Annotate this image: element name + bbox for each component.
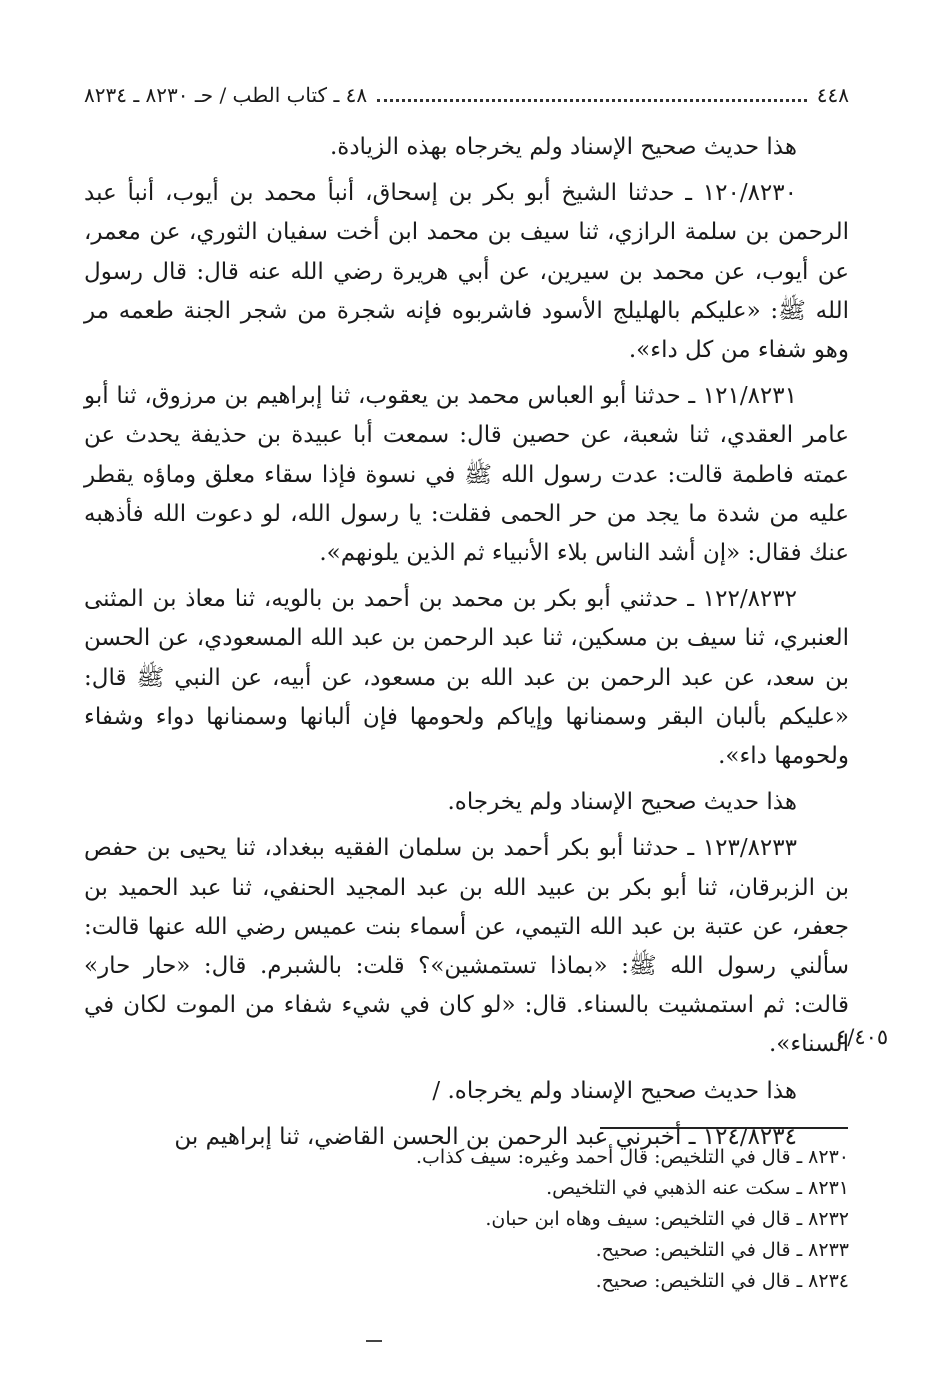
page-bottom-mark (366, 1340, 382, 1342)
running-header (84, 78, 849, 112)
running-title: ٤٨ ـ كتاب الطب / حـ ٨٢٣٠ ـ ٨٢٣٤ (84, 83, 368, 107)
footnote-8232: ٨٢٣٢ ـ قال في التلخيص: سيف وهاه ابن حبان. (485, 1208, 849, 1230)
paragraph-grading-3: هذا حديث صحيح الإسناد ولم يخرجاه. / (432, 1077, 797, 1104)
footnote-8233: ٨٢٣٣ ـ قال في التلخيص: صحيح. (595, 1239, 849, 1261)
footnote-separator (600, 1127, 848, 1129)
paragraph-grading-2: هذا حديث صحيح الإسناد ولم يخرجاه. (447, 789, 797, 816)
header-dot-leader (377, 97, 807, 102)
paragraph-grading-1: هذا حديث صحيح الإسناد ولم يخرجاه بهذه الزيادة. (329, 134, 797, 160)
hadith-8232: ١٢٢/٨٢٣٢ ـ حدثني أبو بكر بن محمد بن أحمد بن بالويه، ثنا معاذ بن المثنى العنبري، ثنا سيف بن مسكين، ثنا عبد الرحمن بن عبد الله المسعودي، عن الحسن بن سعد، عن عبد الرحمن بن عبد الله بن مسعود، عن أبيه، عن النبي ﷺ قال: «عليكم بألبان البقر وسمنانها وإياكم ولحومها فإن ألبانها وسمنانها دواء وشفاء ولحومها داء». (84, 586, 849, 770)
footnote-8230: ٨٢٣٠ ـ قال في التلخيص: قال أحمد وغيره: سيف كذاب. (416, 1146, 849, 1168)
hadith-8231: ١٢١/٨٢٣١ ـ حدثنا أبو العباس محمد بن يعقوب، ثنا إبراهيم بن مرزوق، ثنا أبو عامر العقدي، ثنا شعبة، عن حصين قال: سمعت أبا عبيدة بن حذيفة يحدث عن عمته فاطمة قالت: عدت رسول الله ﷺ في نسوة فإذا سقاء معلق وماؤه يقطر عليه من شدة ما يجد من حر الحمى فقلت: يا رسول الله، لو دعوت الله فأذهبه عنك فقال: «إن أشد الناس بلاء الأنبياء ثم الذين يلونهم». (84, 383, 849, 567)
footnote-8234: ٨٢٣٤ ـ قال في التلخيص: صحيح. (595, 1270, 849, 1292)
footnote-8231: ٨٢٣١ ـ سكت عنه الذهبي في التلخيص. (546, 1177, 849, 1199)
margin-volume-page-note: ٤/٤٠٥ (836, 1025, 889, 1049)
hadith-8234: ١٢٤/٨٢٣٤ ـ أخبرني عبد الرحمن بن الحسن القاضي، ثنا إبراهيم بن (174, 1123, 797, 1150)
hadith-8230: ١٢٠/٨٢٣٠ ـ حدثنا الشيخ أبو بكر بن إسحاق، أنبأ محمد بن أيوب، أنبأ عبد الرحمن بن سلمة الرازي، ثنا سيف بن محمد ابن أخت سفيان الثوري، عن معمر، عن أيوب، عن محمد بن سيرين، عن أبي هريرة رضي الله عنه قال: قال رسول الله ﷺ: «عليكم بالهليلج الأسود فاشربوه فإنه شجرة من شجر الجنة طعمه مر وهو شفاء من كل داء». (84, 180, 849, 364)
page-number: ٤٤٨ (816, 83, 849, 107)
hadith-8233: ١٢٣/٨٢٣٣ ـ حدثنا أبو بكر أحمد بن سلمان الفقيه ببغداد، ثنا يحيى بن حفص بن الزبرقان، ثنا أبو بكر بن عبيد الله بن عبد المجيد الحنفي، ثنا عبد الحميد بن جعفر، عن عتبة بن عبد الله التيمي، عن أسماء بنت عميس رضي الله عنها قالت: سألني رسول الله ﷺ: «بماذا تستمشين»؟ قلت: بالشبرم. قال: «حار حار» قالت: ثم استمشيت بالسناء. قال: «لو كان في شيء شفاء من الموت لكان في السناء». (84, 835, 849, 1058)
footnotes (84, 1142, 849, 1297)
main-text (84, 128, 849, 1164)
